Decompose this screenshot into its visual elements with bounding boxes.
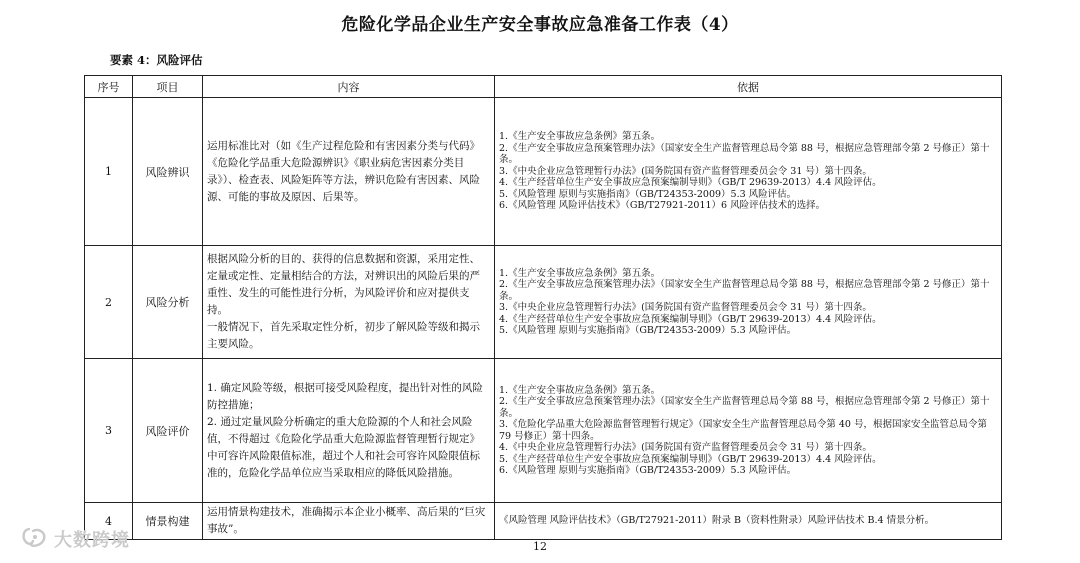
basis-item: 3.《中央企业应急管理暂行办法》(国务院国有资产监督管理委员会令 31 号）第十四条。: [499, 302, 872, 313]
header-number: 序号: [85, 76, 133, 98]
basis-item: 3.《危险化学品重大危险源监督管理暂行规定》（国家安全生产监督管理总局令第 40 号，根据国家安全监管总局令第 79 号修正）第十四条。: [499, 419, 987, 442]
element-heading: 要素 4：风险评估: [110, 53, 203, 67]
content-paragraph: 根据风险分析的目的、获得的信息数据和资源，采用定性、定量或定性、定量相结合的方法，对辨识出的风险后果的严重性、发生的可能性进行分析，为风险评价和应对提供支持。: [207, 253, 480, 316]
basis-item: 6.《风险管理 风险评估技术》（GB/T27921-2011）6 风险评估技术的选择。: [499, 200, 826, 212]
row-basis: [495, 98, 1002, 246]
row-content: [203, 246, 495, 359]
content-paragraph: 2. 通过定量风险分析确定的重大危险源的个人和社会风险值，不得超过《危险化学品重大危险源监督管理暂行规定》中可容许风险限值标准，超过个人和社会可容许风险限值标准的，危险化学品单位应当采取相应的降低风险措施。: [207, 415, 480, 479]
basis-item: 1.《生产安全事故应急条例》第五条。: [499, 131, 661, 143]
basis-item: 4.《中央企业应急管理暂行办法》(国务院国有资产监督管理委员会令 31 号）第十四条。: [499, 442, 872, 453]
content-paragraph: 运用情景构建技术，准确揭示本企业小概率、高后果的“巨灾事故”。: [207, 506, 486, 535]
content-paragraph: 1. 确定风险等级，根据可接受风险程度，提出针对性的风险防控措施；: [207, 381, 483, 411]
basis-item: 4.《生产经营单位生产安全事故应急预案编制导则》（GB/T 29639-2013）4.4 风险评估。: [499, 313, 882, 325]
row-basis: [495, 246, 1002, 359]
row-number: 3: [85, 359, 133, 503]
row-basis: [495, 359, 1002, 503]
basis-item: 2.《生产安全事故应急预案管理办法》（国家安全生产监督管理总局令第 88 号，根据应急管理部令第 2 号修正）第十条。: [499, 279, 990, 302]
basis-item: 《风险管理 风险评估技术》（GB/T27921-2011）附录 B（资料性附录）风险评估技术 B.4 情景分析。: [499, 515, 935, 527]
content-paragraph: 运用标准比对（如《生产过程危险和有害因素分类与代码》《危险化学品重大危险源辨识》《职业病危害因素分类目录》）、检查表、风险矩阵等方法，辨识危险有害因素、风险源、可能的事故及原因、后果等。: [207, 139, 480, 203]
basis-item: 3.《中央企业应急管理暂行办法》(国务院国有资产监督管理委员会令 31 号）第十四条。: [499, 165, 872, 177]
basis-item: 6.《风险管理 原则与实施指南》（GB/T24353-2009）5.3 风险评估。: [499, 465, 797, 476]
basis-item: 5.《风险管理 原则与实施指南》（GB/T24353-2009）5.3 风险评估。: [499, 325, 797, 336]
table-header-row: [85, 76, 1002, 98]
row-number: 4: [85, 503, 133, 540]
row-number: 2: [85, 246, 133, 359]
watermark: [20, 526, 130, 552]
table-row: [85, 246, 1002, 359]
row-basis: [495, 503, 1002, 540]
content-paragraph: 一般情况下，首先采取定性分析，初步了解风险等级和揭示主要风险。: [207, 321, 480, 350]
row-number: 1: [85, 98, 133, 246]
basis-item: 2.《生产安全事故应急预案管理办法》（国家安全生产监督管理总局令第 88 号，根据应急管理部令第 2 号修正）第十条。: [499, 396, 990, 419]
watermark-text: 大数跨境: [54, 530, 130, 551]
row-content: [203, 359, 495, 503]
row-content: [203, 503, 495, 540]
header-content: 内容: [203, 76, 495, 98]
table-row: [85, 359, 1002, 503]
basis-item: 1.《生产安全事故应急条例》第五条。: [499, 384, 661, 396]
header-basis: 依据: [495, 76, 1002, 98]
document-title: 危险化学品企业生产安全事故应急准备工作表（4）: [341, 15, 739, 35]
page-number: 12: [533, 540, 547, 553]
table-row: [85, 503, 1002, 540]
header-item: 项目: [133, 76, 203, 98]
row-item: 情景构建: [133, 503, 203, 540]
basis-item: 4.《生产经营单位生产安全事故应急预案编制导则》（GB/T 29639-2013）4.4 风险评估。: [499, 177, 882, 189]
row-item: 风险辨识: [133, 98, 203, 246]
basis-item: 5.《生产经营单位生产安全事故应急预案编制导则》（GB/T 29639-2013）4.4 风险评估。: [499, 453, 882, 465]
risk-assessment-table: [84, 75, 1002, 540]
row-content: [203, 98, 495, 246]
row-item: 风险分析: [133, 246, 203, 359]
basis-item: 2.《生产安全事故应急预案管理办法》（国家安全生产监督管理总局令第 88 号，根据应急管理部令第 2 号修正）第十条。: [499, 142, 990, 166]
table-row: [85, 98, 1002, 246]
basis-item: 1.《生产安全事故应急条例》第五条。: [499, 267, 661, 279]
watermark-logo-icon: [20, 526, 50, 552]
row-item: 风险评价: [133, 359, 203, 503]
basis-item: 5.《风险管理 原则与实施指南》（GB/T24353-2009）5.3 风险评估。: [499, 188, 797, 200]
